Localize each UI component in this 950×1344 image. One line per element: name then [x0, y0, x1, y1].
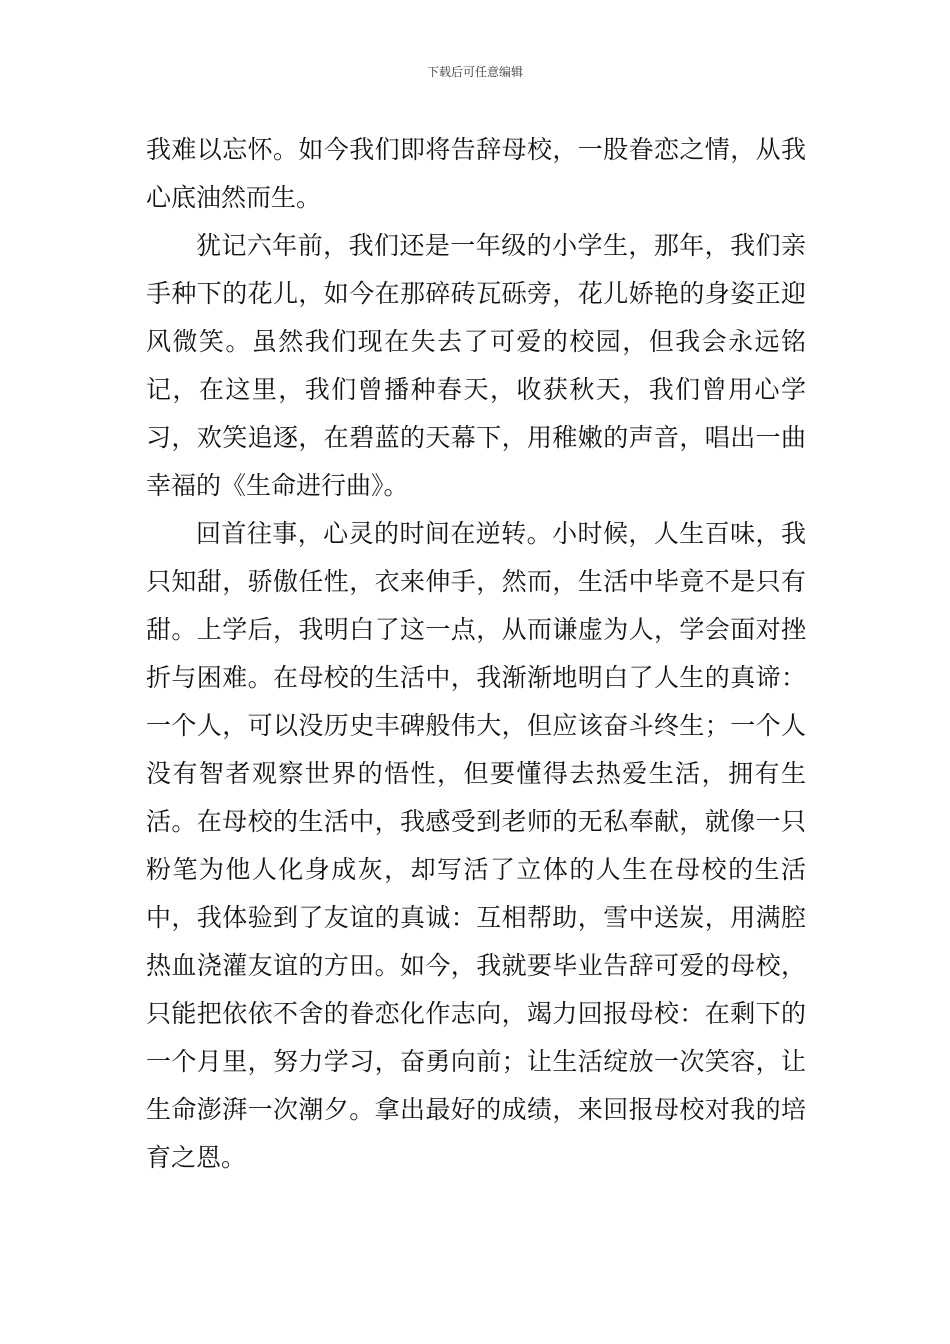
paragraph-memory: 犹记六年前，我们还是一年级的小学生，那年，我们亲手种下的花儿，如今在那碎砖瓦砾旁，花儿娇艳的身姿正迎风微笑。虽然我们现在失去了可爱的校园，但我会永远铭记，在这里，我们曾播种春天，收获秋天，我们曾用心学习，欢笑追逐，在碧蓝的天幕下，用稚嫩的声音，唱出一曲幸福的《生命进行曲》。	[146, 231, 806, 500]
document-body	[146, 126, 806, 1182]
paragraph-reflection: 回首往事，心灵的时间在逆转。小时候，人生百味，我只知甜，骄傲任性，衣来伸手，然而，生活中毕竟不是只有甜。上学后，我明白了这一点，从而谦虚为人，学会面对挫折与困难。在母校的生活中，我渐渐地明白了人生的真谛：一个人，可以没历史丰碑般伟大，但应该奋斗终生；一个人没有智者观察世界的悟性，但要懂得去热爱生活，拥有生活。在母校的生活中，我感受到老师的无私奉献，就像一只粉笔为他人化身成灰，却写活了立体的人生在母校的生活中，我体验到了友谊的真诚：互相帮助，雪中送炭，用满腔热血浇灌友谊的方田。如今，我就要毕业告辞可爱的母校，只能把依依不舍的眷恋化作志向，竭力回报母校：在剩下的一个月里，努力学习，奋勇向前；让生活绽放一次笑容，让生命澎湃一次潮夕。拿出最好的成绩，来回报母校对我的培育之恩。	[146, 519, 806, 1172]
paragraph-continuation: 我难以忘怀。如今我们即将告辞母校，一股眷恋之情，从我心底油然而生。	[146, 135, 806, 212]
page-header: 下载后可任意编辑	[426, 65, 523, 79]
